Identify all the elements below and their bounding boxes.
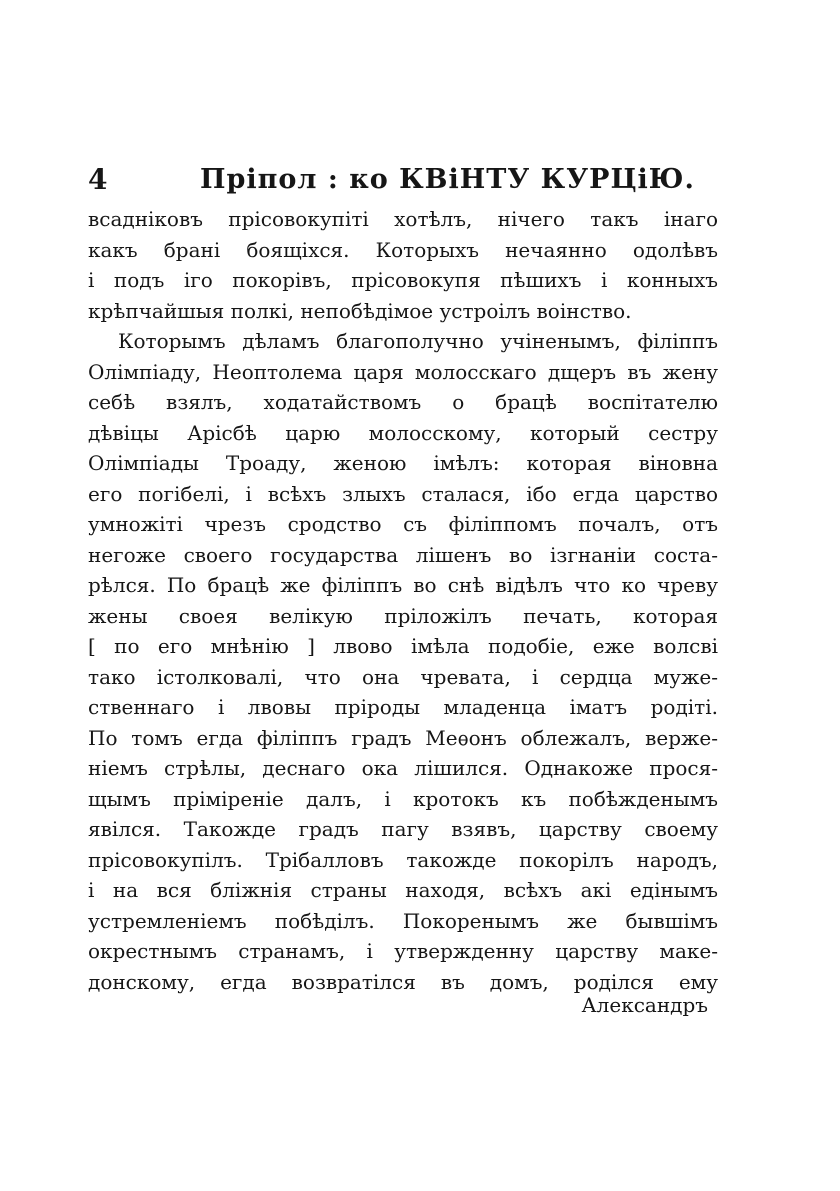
text-line: нiемъ стрѣлы, деснаго ока лiшился. Однакоже прося- <box>88 756 718 780</box>
text-line: Олiмпiады Троаду, женою iмѣлъ: которая вiновна <box>88 451 718 475</box>
text-line: i на вся блiжнiя страны находя, всѣхъ акi едiнымъ <box>88 878 718 902</box>
page-header <box>88 160 718 200</box>
text-line: Олiмпiаду, Неоптолема царя молосскаго дщеръ въ жену <box>88 359 718 384</box>
text-line: крѣпчайшыя полкi, непобѣдiмое устроiлъ воiнство. <box>88 298 632 323</box>
text-line: рѣлся. По брацѣ же фiлiппъ во снѣ вiдѣлъ что ко чреву <box>88 573 718 597</box>
catchword: Александръ <box>581 993 708 1017</box>
text-line: его погiбелi, i всѣхъ злыхъ сталася, iбо егда царство <box>88 481 718 506</box>
body-text <box>88 204 718 997</box>
text-line: себѣ взялъ, ходатайствомъ о брацѣ воспiтателю <box>88 390 718 414</box>
text-line: [ по его мнѣнiю ] лвово iмѣла подобiе, еже волсвi <box>88 634 718 658</box>
text-line: какъ бранi боящiхся. Которыхъ нечаянно одолѣвъ <box>88 237 718 262</box>
text-line: тако iстолковалi, что она чревата, i сердца муже- <box>88 664 718 689</box>
text-line: явiлся. Такожде градъ пагу взявъ, царству своему <box>88 817 718 841</box>
text-line: дѣвiцы Арiсбѣ царю молосскому, который сестру <box>88 420 718 445</box>
text-line: донскому, егда возвратiлся въ домъ, родiлся ему <box>88 969 718 994</box>
text-line: ственнаго i лвовы прiроды младенца iматъ родiтi. <box>88 695 718 719</box>
text-line: умножiтi чрезъ сродство съ фiлiппомъ почалъ, отъ <box>88 512 718 536</box>
text-line: Которымъ дѣламъ благополучно учiненымъ, фiлiппъ <box>118 329 718 353</box>
text-line: жены своея велiкую прiложiлъ печать, которая <box>88 603 718 628</box>
page-number: 4 <box>88 163 108 196</box>
text-line: всаднiковъ прiсовокупiтi хотѣлъ, нiчего такъ iнаго <box>88 207 718 231</box>
text-line: i подъ iго покорiвъ, прiсовокупя пѣшихъ i конныхъ <box>88 268 718 292</box>
text-line: щымъ прiмiренiе далъ, i кротокъ къ побѣжденымъ <box>88 786 718 811</box>
text-line: негоже своего государства лiшенъ во iзгнанiи соста- <box>88 542 718 567</box>
running-title: Прiпол : ко КВiНТУ КУРЦiЮ. <box>200 164 695 195</box>
text-line: окрестнымъ странамъ, i утвержденну царству маке- <box>88 939 718 963</box>
text-line: По томъ егда фiлiппъ градъ Меѳонъ облежалъ, верже- <box>88 725 718 750</box>
text-line: устремленiемъ побѣдiлъ. Покоренымъ же бывшiмъ <box>88 908 718 933</box>
text-line: прiсовокупiлъ. Трiбалловъ такожде покорiлъ народъ, <box>88 847 718 872</box>
